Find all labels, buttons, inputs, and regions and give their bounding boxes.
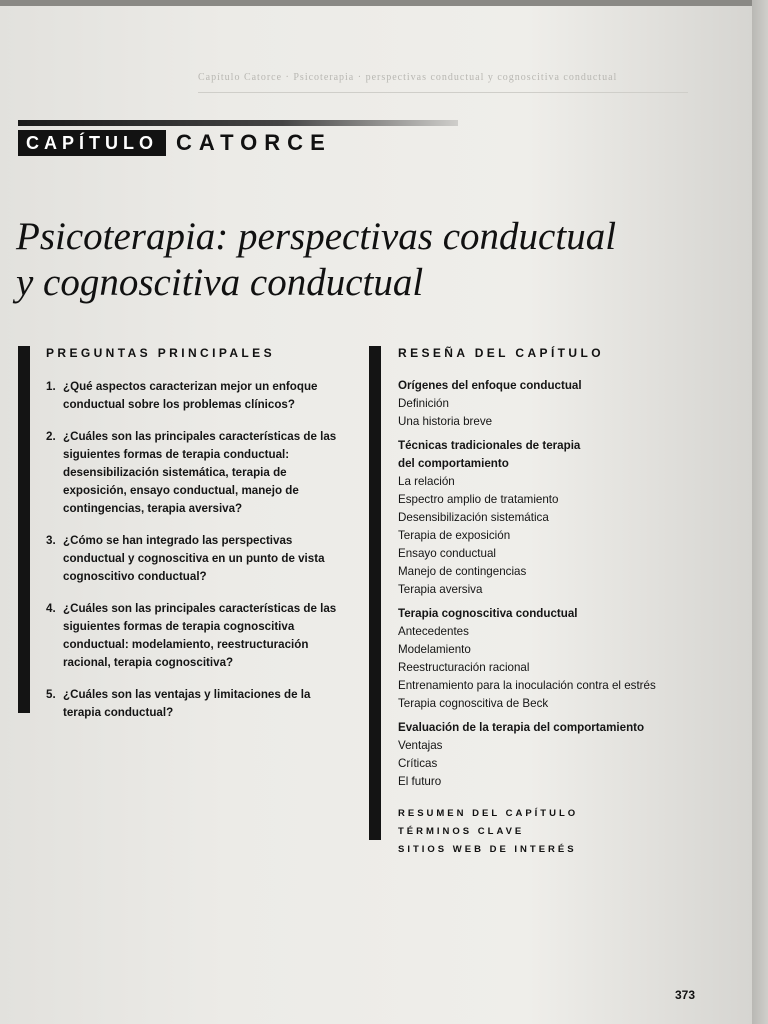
overview-item: Antecedentes bbox=[398, 625, 469, 638]
overview-item: Una historia breve bbox=[398, 415, 493, 428]
overview-item: Reestructuración racional bbox=[398, 661, 530, 674]
chapter-title-line-1: Psicoterapia: perspectivas conductual bbox=[16, 215, 617, 258]
question-item bbox=[46, 378, 346, 414]
overview-key-terms: TÉRMINOS CLAVE bbox=[398, 826, 525, 837]
question-text: ¿Cómo se han integrado las perspectivas conductual y cognoscitiva en un punto de vista cognoscitivo conductual? bbox=[63, 534, 325, 583]
overview-heading: RESEÑA DEL CAPÍTULO bbox=[398, 346, 604, 360]
questions-list bbox=[46, 378, 346, 736]
question-item bbox=[46, 600, 346, 672]
chapter-number-word: CATORCE bbox=[176, 130, 332, 155]
chapter-rule bbox=[18, 120, 458, 126]
question-text: ¿Cuáles son las ventajas y limitaciones de la terapia conductual? bbox=[63, 688, 311, 719]
overview-item: Modelamiento bbox=[398, 643, 471, 656]
overview-item: Manejo de contingencias bbox=[398, 565, 527, 578]
question-number: 2. bbox=[46, 430, 56, 443]
overview-item: La relación bbox=[398, 475, 455, 488]
bleed-through-header: Capítulo Catorce · Psicoterapia · perspectivas conductual y cognoscitiva conductual bbox=[198, 72, 618, 83]
overview-item: Terapia aversiva bbox=[398, 583, 483, 596]
overview-websites: SITIOS WEB DE INTERÉS bbox=[398, 844, 577, 855]
overview-item: Desensibilización sistemática bbox=[398, 511, 549, 524]
chapter-overview bbox=[398, 377, 698, 859]
question-item bbox=[46, 686, 346, 722]
question-text: ¿Qué aspectos caracterizan mejor un enfoque conductual sobre los problemas clínicos? bbox=[63, 380, 318, 411]
overview-item: Ensayo conductual bbox=[398, 547, 496, 560]
question-number: 5. bbox=[46, 688, 56, 701]
overview-item: El futuro bbox=[398, 775, 442, 788]
questions-heading: PREGUNTAS PRINCIPALES bbox=[46, 346, 275, 360]
overview-section-title: Terapia cognoscitiva conductual bbox=[398, 607, 578, 620]
bleed-through-rule bbox=[198, 92, 688, 93]
question-item bbox=[46, 428, 346, 518]
overview-item: Espectro amplio de tratamiento bbox=[398, 493, 559, 506]
question-number: 3. bbox=[46, 534, 56, 547]
overview-section-title: Orígenes del enfoque conductual bbox=[398, 379, 582, 392]
overview-section-title: Técnicas tradicionales de terapia bbox=[398, 439, 581, 452]
question-number: 4. bbox=[46, 602, 56, 615]
scan-right-edge bbox=[752, 0, 768, 1024]
chapter-label bbox=[18, 128, 332, 158]
overview-item: Definición bbox=[398, 397, 449, 410]
overview-item: Terapia cognoscitiva de Beck bbox=[398, 697, 549, 710]
overview-side-bar bbox=[369, 346, 381, 840]
overview-item: Críticas bbox=[398, 757, 438, 770]
question-text: ¿Cuáles son las principales características de las siguientes formas de terapia cognoscitiva conductual: modelamiento, reestructuración racional, terapia cognoscitiva? bbox=[63, 602, 337, 669]
page-number: 373 bbox=[675, 988, 696, 1002]
overview-section-title: Evaluación de la terapia del comportamiento bbox=[398, 721, 645, 734]
overview-section-title-cont: del comportamiento bbox=[398, 457, 509, 470]
question-text: ¿Cuáles son las principales características de las siguientes formas de terapia conductual: desensibilización sistemática, terapia de exposición, ensayo conductual, manejo de contingencias, terapia aversiva? bbox=[63, 430, 337, 515]
chapter-title bbox=[16, 214, 716, 306]
chapter-label-box: CAPÍTULO bbox=[18, 130, 166, 156]
book-page bbox=[0, 6, 752, 1024]
overview-item: Terapia de exposición bbox=[398, 529, 511, 542]
question-item bbox=[46, 532, 346, 586]
overview-summary: RESUMEN DEL CAPÍTULO bbox=[398, 808, 579, 819]
overview-item: Ventajas bbox=[398, 739, 443, 752]
questions-side-bar bbox=[18, 346, 30, 713]
overview-item: Entrenamiento para la inoculación contra el estrés bbox=[398, 679, 656, 692]
chapter-title-line-2: y cognoscitiva conductual bbox=[16, 261, 424, 304]
question-number: 1. bbox=[46, 380, 56, 393]
